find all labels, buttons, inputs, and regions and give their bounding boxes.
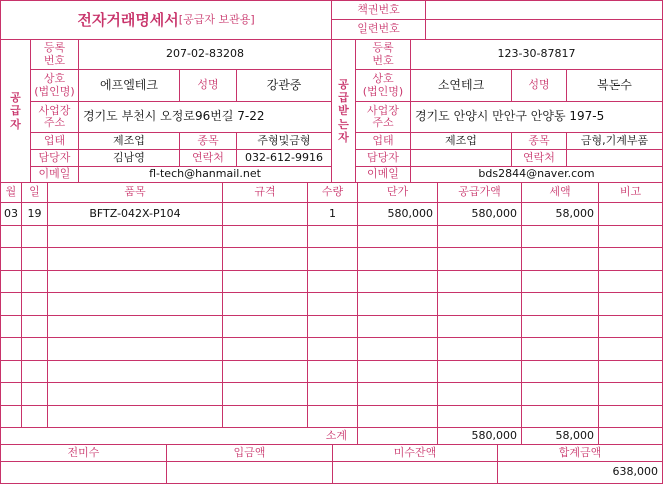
col-month-header: 월 [1, 183, 22, 203]
item-cell-spec [223, 203, 308, 226]
col-qty-header: 수량 [308, 183, 358, 203]
label-line: (법인명) [362, 84, 404, 98]
subtotal-label: 소계 [325, 428, 347, 442]
item-cell-unit-price [358, 316, 438, 339]
item-cell-tax [522, 383, 599, 406]
item-cell-supply: 580,000 [438, 203, 522, 226]
item-cell-supply [438, 271, 522, 294]
item-cell-note [599, 361, 662, 384]
item-cell-product [48, 316, 223, 339]
deposit-label: 입금액 [167, 445, 333, 462]
unpaid-label: 전미수 [1, 445, 167, 462]
col-tax-header: 세액 [522, 183, 599, 203]
item-cell-spec [223, 338, 308, 361]
item-cell-qty [308, 383, 358, 406]
label-line: 주소 [372, 116, 394, 129]
item-cell-product [48, 406, 223, 429]
serial-no-value [426, 20, 662, 40]
book-no-value [426, 1, 662, 20]
subtotal-tax: 58,000 [522, 428, 599, 445]
item-cell-unit-price [358, 226, 438, 249]
item-cell-note [599, 316, 662, 339]
item-cell-product [48, 383, 223, 406]
item-cell-supply [438, 226, 522, 249]
item-cell-spec [223, 406, 308, 429]
label-line: 사업장 [38, 103, 71, 117]
item-cell-note [599, 383, 662, 406]
side-char: 받 [338, 104, 349, 118]
book-no-label: 책권번호 [332, 1, 426, 20]
supplier-item: 주형및금형 [237, 133, 332, 150]
item-cell-tax [522, 248, 599, 271]
item-cell-spec [223, 383, 308, 406]
item-cell-qty [308, 406, 358, 429]
total-value: 638,000 [612, 465, 658, 479]
item-cell-month [1, 361, 22, 384]
item-cell-note [599, 271, 662, 294]
item-cell-tax [522, 271, 599, 294]
item-cell-note [599, 203, 662, 226]
label-line: 상호 [372, 72, 394, 86]
supplier-name-label: 성명 [180, 70, 237, 102]
item-cell-day [22, 248, 48, 271]
item-cell-supply [438, 338, 522, 361]
item-cell-tax [522, 293, 599, 316]
supplier-phone: 032-612-9916 [237, 150, 332, 167]
side-char: 자 [10, 117, 21, 131]
supplier-phone-label: 연락처 [180, 150, 237, 167]
supplier-reg-no: 207-02-83208 [79, 40, 332, 70]
recipient-side-label [332, 40, 356, 183]
item-cell-note [599, 406, 662, 429]
recipient-company: 소연테크 [411, 70, 512, 102]
item-cell-qty [308, 271, 358, 294]
label-line: 상호 [43, 72, 66, 86]
item-cell-note [599, 226, 662, 249]
item-cell-month [1, 406, 22, 429]
label-line: (법인명) [34, 84, 75, 98]
item-cell-qty [308, 316, 358, 339]
serial-no-label: 일련번호 [332, 20, 426, 40]
item-cell-product [48, 271, 223, 294]
col-supply-header: 공급가액 [438, 183, 522, 203]
supplier-company-label [31, 70, 79, 102]
item-cell-supply [438, 361, 522, 384]
item-cell-product [48, 293, 223, 316]
label-line: 사업장 [367, 103, 399, 117]
supplier-email: fl-tech@hanmail.net [79, 167, 332, 183]
item-cell-tax [522, 361, 599, 384]
balance-value [333, 462, 498, 483]
subtotal-label-cell [1, 428, 358, 445]
item-cell-day [22, 406, 48, 429]
supplier-reg-label [31, 40, 79, 70]
item-cell-spec [223, 226, 308, 249]
item-cell-month [1, 271, 22, 294]
item-cell-unit-price [358, 361, 438, 384]
item-cell-month [1, 248, 22, 271]
recipient-name: 복돈수 [567, 70, 662, 102]
title-text: 전자거래명세서 [77, 10, 179, 29]
col-unit-price-header: 단가 [358, 183, 438, 203]
item-cell-qty [308, 248, 358, 271]
recipient-reg-label [356, 40, 411, 70]
label-line: 번호 [43, 53, 66, 67]
item-cell-spec [223, 293, 308, 316]
side-char: 는 [338, 117, 349, 131]
recipient-email: bds2844@naver.com [411, 167, 662, 183]
recipient-address: 경기도 안양시 만안구 안양동 197-5 [411, 102, 662, 133]
item-cell-day [22, 361, 48, 384]
subtotal-supply: 580,000 [438, 428, 522, 445]
item-cell-tax [522, 226, 599, 249]
side-char: 급 [338, 91, 349, 105]
item-cell-month [1, 293, 22, 316]
item-cell-product [48, 338, 223, 361]
item-cell-spec [223, 271, 308, 294]
item-cell-unit-price: 580,000 [358, 203, 438, 226]
item-cell-day [22, 226, 48, 249]
item-cell-qty [308, 226, 358, 249]
deposit-value [167, 462, 333, 483]
item-cell-day [22, 338, 48, 361]
unpaid-value [1, 462, 167, 483]
item-cell-unit-price [358, 248, 438, 271]
balance-label: 미수잔액 [333, 445, 498, 462]
item-cell-tax: 58,000 [522, 203, 599, 226]
item-cell-day [22, 383, 48, 406]
item-cell-product [48, 226, 223, 249]
col-note-header: 비고 [599, 183, 662, 203]
recipient-name-label: 성명 [512, 70, 567, 102]
item-cell-qty [308, 338, 358, 361]
side-char: 자 [338, 130, 349, 144]
recipient-contact-label: 담당자 [356, 150, 411, 167]
item-cell-unit-price [358, 271, 438, 294]
supplier-side-label [1, 40, 31, 183]
item-cell-supply [438, 383, 522, 406]
recipient-business: 제조업 [411, 133, 512, 150]
col-spec-header: 규격 [223, 183, 308, 203]
item-cell-month: 03 [1, 203, 22, 226]
subtitle-text: [공급자 보관용] [178, 12, 255, 26]
item-cell-note [599, 338, 662, 361]
item-cell-unit-price [358, 383, 438, 406]
item-cell-month [1, 226, 22, 249]
item-cell-day [22, 293, 48, 316]
item-cell-qty [308, 361, 358, 384]
subtotal-note [599, 428, 662, 445]
item-cell-spec [223, 361, 308, 384]
side-char: 급 [10, 104, 21, 118]
item-cell-product: BFTZ-042X-P104 [48, 203, 223, 226]
supplier-contact-label: 담당자 [31, 150, 79, 167]
recipient-item-label: 종목 [512, 133, 567, 150]
recipient-address-label [356, 102, 411, 133]
supplier-address: 경기도 부천시 오정로96번길 7-22 [79, 102, 332, 133]
side-char: 공 [10, 91, 21, 105]
item-cell-month [1, 383, 22, 406]
label-line: 번호 [372, 53, 394, 67]
item-cell-day [22, 316, 48, 339]
total-label: 합계금액 [498, 445, 662, 462]
item-cell-note [599, 248, 662, 271]
item-cell-note [599, 293, 662, 316]
item-cell-month [1, 338, 22, 361]
item-cell-day: 19 [22, 203, 48, 226]
supplier-business: 제조업 [79, 133, 180, 150]
subtotal-unit-price [358, 428, 438, 445]
item-cell-qty: 1 [308, 203, 358, 226]
recipient-item: 금형,기계부품 [567, 133, 662, 150]
col-product-header: 품목 [48, 183, 223, 203]
supplier-email-label: 이메일 [31, 167, 79, 183]
recipient-email-label: 이메일 [356, 167, 411, 183]
supplier-business-label: 업태 [31, 133, 79, 150]
item-cell-spec [223, 248, 308, 271]
supplier-company: 에프엘테크 [79, 70, 180, 102]
item-cell-unit-price [358, 406, 438, 429]
side-char: 공 [338, 78, 349, 92]
item-cell-unit-price [358, 293, 438, 316]
item-cell-qty [308, 293, 358, 316]
recipient-company-label [356, 70, 411, 102]
recipient-business-label: 업태 [356, 133, 411, 150]
recipient-contact [411, 150, 512, 167]
item-cell-supply [438, 293, 522, 316]
recipient-reg-no: 123-30-87817 [411, 40, 662, 70]
item-cell-supply [438, 406, 522, 429]
item-cell-supply [438, 248, 522, 271]
recipient-phone-label: 연락처 [512, 150, 567, 167]
item-cell-tax [522, 316, 599, 339]
label-line: 등록 [43, 41, 66, 55]
document-title [1, 1, 332, 40]
item-cell-day [22, 271, 48, 294]
label-line: 주소 [43, 116, 66, 129]
item-cell-tax [522, 338, 599, 361]
item-cell-tax [522, 406, 599, 429]
item-cell-supply [438, 316, 522, 339]
item-cell-product [48, 361, 223, 384]
item-cell-unit-price [358, 338, 438, 361]
supplier-item-label: 종목 [180, 133, 237, 150]
supplier-address-label [31, 102, 79, 133]
col-day-header: 일 [22, 183, 48, 203]
item-cell-month [1, 316, 22, 339]
supplier-name: 강관중 [237, 70, 332, 102]
item-cell-product [48, 248, 223, 271]
label-line: 등록 [372, 41, 394, 55]
item-cell-spec [223, 316, 308, 339]
supplier-contact: 김남영 [79, 150, 180, 167]
recipient-phone [567, 150, 662, 167]
